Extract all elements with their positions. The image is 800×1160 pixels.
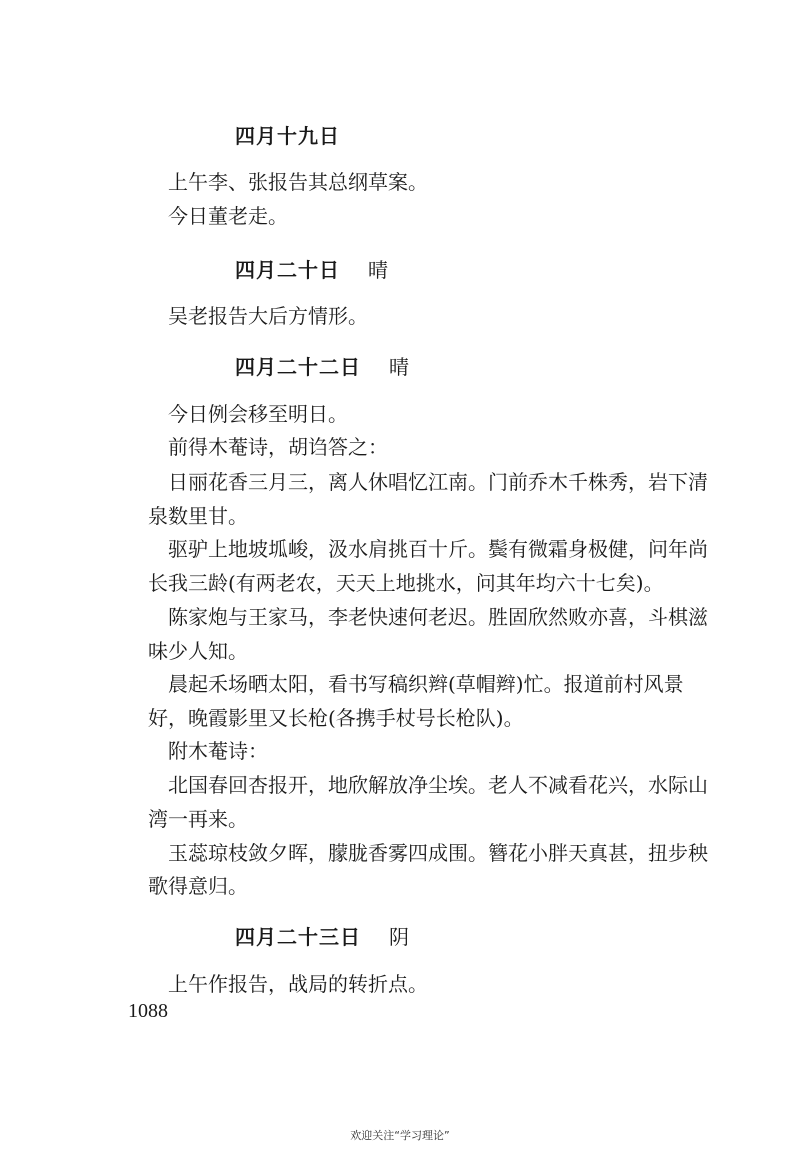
text-line: 好，晚霞影里又长枪(各携手杖号长枪队)。 (148, 706, 524, 730)
entry-date-heading (235, 921, 410, 950)
entry-date: 四月二十日 (235, 258, 340, 282)
text-line: 北国春回杏报开，地欣解放净尘埃。老人不减看花兴，水际山 (168, 773, 708, 797)
entry-date-heading (235, 351, 410, 380)
text-line: 歌得意归。 (148, 874, 248, 898)
text-line: 陈家炮与王家马，李老快速何老迟。胜固欣然败亦喜，斗棋滋 (168, 605, 708, 629)
text-line: 湾一再来。 (148, 807, 248, 831)
text-line: 前得木菴诗，胡诌答之： (168, 435, 388, 459)
footer-note: 欢迎关注“学习理论” (350, 1129, 450, 1142)
text-line: 泉数里甘。 (148, 504, 248, 528)
text-line: 味少人知。 (148, 639, 248, 663)
entry-date-heading (235, 254, 389, 283)
entry-date: 四月二十三日 (235, 925, 361, 949)
page-number: 1088 (128, 1000, 168, 1022)
text-line: 附木菴诗： (168, 739, 268, 763)
entry-date-heading (235, 120, 340, 149)
entry-weather: 阴 (389, 925, 410, 949)
text-line: 长我三龄(有两老农，天天上地挑水，问其年均六十七矣)。 (148, 571, 664, 595)
text-line: 日丽花香三月三，离人休唱忆江南。门前乔木千株秀，岩下清 (168, 470, 708, 494)
entry-date: 四月二十二日 (235, 355, 361, 379)
text-line: 吴老报告大后方情形。 (168, 304, 368, 328)
entry-weather: 晴 (389, 355, 410, 379)
entry-date: 四月十九日 (235, 124, 340, 148)
text-line: 今日董老走。 (168, 204, 288, 228)
text-line: 上午李、张报告其总纲草案。 (168, 170, 428, 194)
text-line: 玉蕊琼枝敛夕晖，朦胧香雾四成围。簪花小胖天真甚，扭步秧 (168, 841, 708, 865)
text-line: 驱驴上地坡坬峻，汲水肩挑百十斤。鬓有微霜身极健，问年尚 (168, 537, 708, 561)
text-line: 晨起禾场晒太阳，看书写稿织辫(草帽辫)忙。报道前村风景 (168, 672, 684, 696)
entry-weather: 晴 (368, 258, 389, 282)
text-line: 上午作报告，战局的转折点。 (168, 972, 428, 996)
text-line: 今日例会移至明日。 (168, 402, 348, 426)
